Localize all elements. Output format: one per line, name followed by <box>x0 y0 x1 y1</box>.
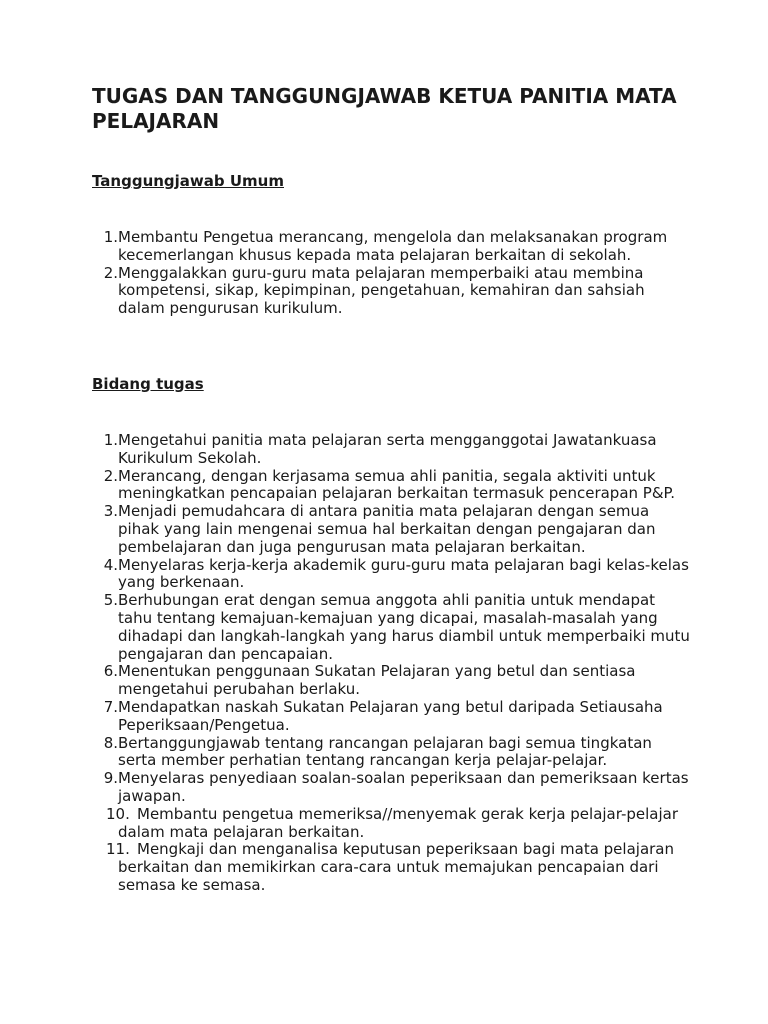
list-item <box>92 770 692 806</box>
list-item <box>92 557 692 593</box>
list-item-number: 10. <box>106 804 130 823</box>
list-item-text: Mengetahui panitia mata pelajaran serta mengganggotai Jawatankuasa Kurikulum Sekolah. <box>118 431 657 467</box>
list-item-number: 1. <box>103 228 118 246</box>
list-item-number: 2. <box>103 263 118 282</box>
list-item-number: 2. <box>103 466 118 485</box>
list-item <box>92 265 692 318</box>
list-item <box>92 699 692 735</box>
list-item-number: 1. <box>103 431 118 449</box>
list-item <box>92 468 692 504</box>
list-item-number: 9. <box>103 769 118 788</box>
list-item-number: 7. <box>103 697 118 716</box>
list-item <box>92 503 692 556</box>
list-item <box>92 229 692 265</box>
list-item-text: Merancang, dengan kerjasama semua ahli panitia, segala aktiviti untuk meningkatkan pencapaian pelajaran berkaitan termasuk pencerapan P&P. <box>118 466 676 503</box>
list-item-number: 8. <box>103 733 118 752</box>
list-item-text: Membantu pengetua memeriksa//menyemak gerak kerja pelajar-pelajar dalam mata pelajaran berkaitan. <box>118 804 679 841</box>
list-item <box>92 663 692 699</box>
section-heading-bidang-tugas: Bidang tugas <box>92 375 204 393</box>
list-tanggungjawab-umum <box>92 229 692 318</box>
list-item-text: Mendapatkan naskah Sukatan Pelajaran yang betul daripada Setiausaha Peperiksaan/Pengetua. <box>118 697 663 734</box>
list-item-text: Membantu Pengetua merancang, mengelola dan melaksanakan program kecemerlangan khusus kepada mata pelajaran berkaitan di sekolah. <box>118 228 668 264</box>
list-item-number: 6. <box>103 662 118 681</box>
list-item-text: Menyelaras penyediaan soalan-soalan peperiksaan dan pemeriksaan kertas jawapan. <box>118 769 689 805</box>
list-item-number: 5. <box>103 591 118 610</box>
list-item-text: Menjadi pemudahcara di antara panitia mata pelajaran dengan semua pihak yang lain mengenai semua hal berkaitan dengan pengajaran dan pembelajaran dan juga pengurusan mata pelajaran berkaitan. <box>118 502 656 556</box>
list-item-number: 4. <box>103 555 118 574</box>
list-item-text: Menggalakkan guru-guru mata pelajaran memperbaiki atau membina kompetensi, sikap, kepimpinan, pengetahuan, kemahiran dan sahsiah dalam pengurusan kurikulum. <box>118 263 645 318</box>
list-item <box>92 432 692 468</box>
section-heading-umum: Tanggungjawab Umum <box>92 172 284 190</box>
list-item-number: 11. <box>106 840 130 859</box>
list-item-text: Bertanggungjawab tentang rancangan pelajaran bagi semua tingkatan serta member perhatian tentang rancangan kerja pelajar-pelajar. <box>118 733 652 770</box>
list-item-text: Berhubungan erat dengan semua anggota ahli panitia untuk mendapat tahu tentang kemajuan-kemajuan yang dicapai, masalah-masalah yang dihadapi dan langkah-langkah yang harus diambil untuk memperbaiki mutu pengajaran dan pencapaian. <box>118 591 690 663</box>
list-item-text: Menentukan penggunaan Sukatan Pelajaran yang betul dan sentiasa mengetahui perubahan berlaku. <box>118 662 636 699</box>
list-item-text: Mengkaji dan menganalisa keputusan peperiksaan bagi mata pelajaran berkaitan dan memikirkan cara-cara untuk memajukan pencapaian dari semasa ke semasa. <box>118 840 674 894</box>
list-item <box>92 735 692 771</box>
document-title: TUGAS DAN TANGGUNGJAWAB KETUA PANITIA MATA PELAJARAN <box>92 84 677 133</box>
list-item-number: 3. <box>103 502 118 521</box>
list-item-text: Menyelaras kerja-kerja akademik guru-guru mata pelajaran bagi kelas-kelas yang berkenaan. <box>118 555 689 592</box>
list-item <box>92 592 692 663</box>
list-item <box>92 806 692 842</box>
list-item <box>92 841 692 894</box>
list-bidang-tugas <box>92 432 692 895</box>
